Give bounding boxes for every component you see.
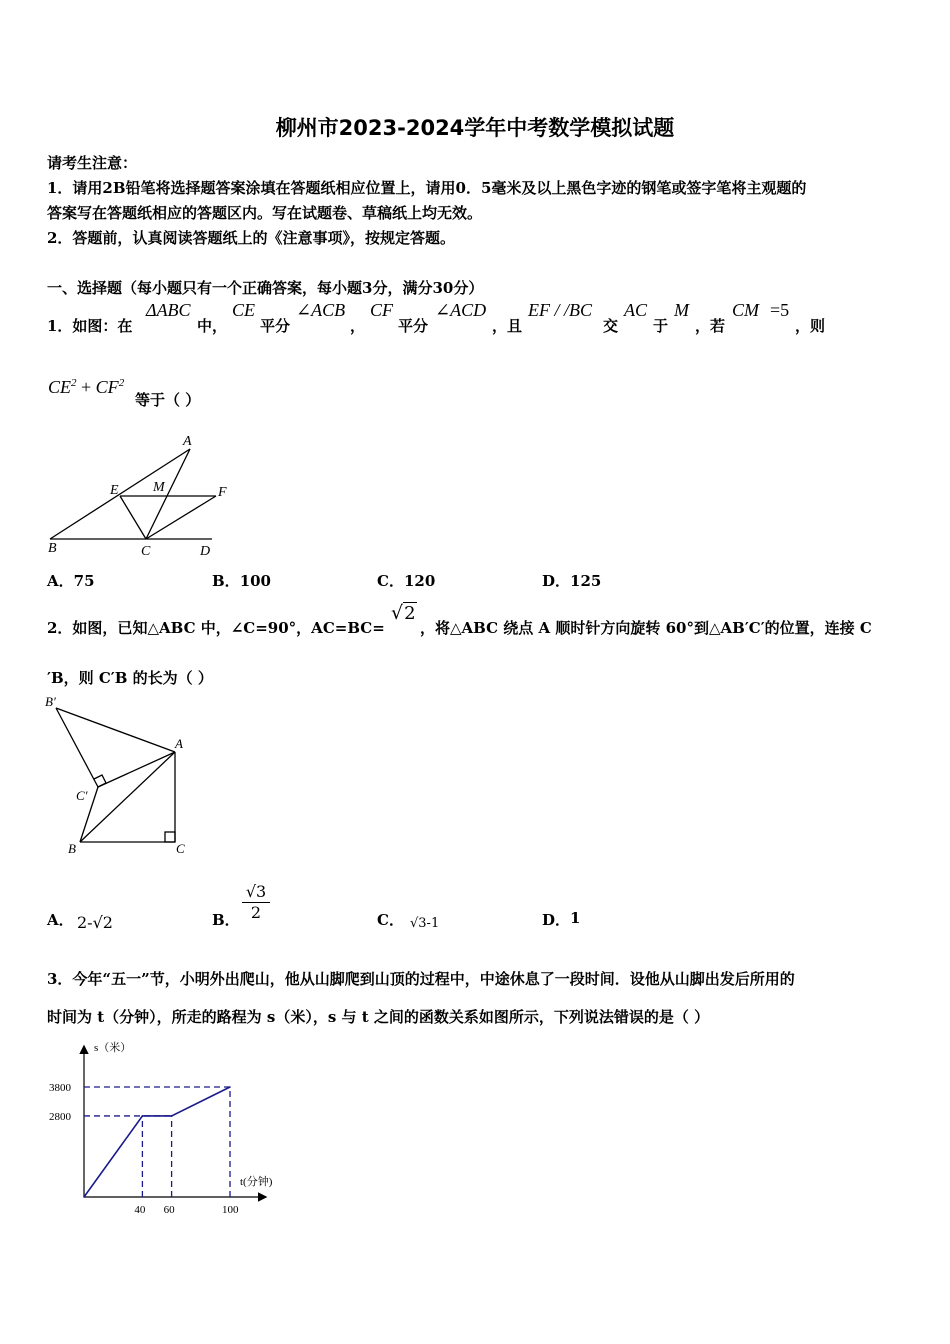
q1-number: 1．如图：在 bbox=[47, 317, 133, 335]
q1-label-e: E bbox=[110, 483, 119, 498]
q1-math-ef-bc: EF / /BC bbox=[528, 300, 592, 320]
q2-option-b-numerator: √3 bbox=[242, 882, 270, 903]
q2-option-b-denominator: 2 bbox=[250, 903, 262, 922]
q1-option-d[interactable] bbox=[542, 570, 601, 591]
q1-text-6: 交 bbox=[603, 317, 619, 335]
q1-text-4: 平分 bbox=[398, 317, 429, 335]
q1-text-3: ， bbox=[350, 317, 366, 335]
q1-expr-ce-exp: 2 bbox=[71, 377, 77, 389]
q3-y-label: s（米） bbox=[94, 1042, 132, 1054]
q1-label-b: B bbox=[48, 541, 57, 556]
q1-expr-cf: CF bbox=[95, 377, 119, 397]
q2-option-c-label[interactable]: C． bbox=[377, 911, 404, 929]
q2-line-1b: ，将△ABC 绕点 A 顺时针方向旋转 60°到△AB′C′的位置，连接 C bbox=[420, 619, 872, 637]
notice-line-2: 答案写在答题纸相应的答题区内。写在试题卷、草稿纸上均无效。 bbox=[47, 204, 483, 222]
q1-text-7: 于 bbox=[653, 317, 669, 335]
q3-guides bbox=[83, 1086, 231, 1198]
q1-expr-cf-exp: 2 bbox=[118, 377, 125, 389]
q1-option-c[interactable] bbox=[377, 570, 435, 591]
q1-line-ec bbox=[120, 496, 146, 539]
q2-option-c-value: √3-1 bbox=[410, 916, 440, 931]
q1-text-5: ，且 bbox=[492, 317, 523, 335]
q1-option-c-label: C． bbox=[377, 572, 404, 590]
q1-text-8: ，若 bbox=[695, 317, 726, 335]
page-title: 柳州市2023-2024学年中考数学模拟试题 bbox=[275, 116, 675, 140]
q2-label-a: A bbox=[175, 736, 183, 751]
q3-series-line bbox=[84, 1087, 230, 1197]
q1-label-d: D bbox=[200, 544, 211, 559]
q1-math-cm: CM bbox=[732, 300, 759, 320]
q1-text-2: 平分 bbox=[260, 317, 291, 335]
q2-label-c: C bbox=[176, 841, 185, 856]
q1-label-m: M bbox=[153, 480, 165, 495]
q1-text-1: 中， bbox=[197, 317, 228, 335]
q1-math-m: M bbox=[674, 300, 689, 320]
q1-math-angle-acb: ∠ACB bbox=[296, 300, 346, 320]
q2-option-d-value: 1 bbox=[570, 909, 581, 927]
q3-xtick-40: 40 bbox=[134, 1204, 146, 1216]
q2-line-2: ′B，则 C′B 的长为（ ） bbox=[47, 669, 213, 687]
q1-text-9: ，则 bbox=[795, 317, 826, 335]
q1-expr-ce: CE bbox=[48, 377, 72, 397]
q2-sqrt-value: 2 bbox=[404, 603, 416, 624]
q2-option-d-label[interactable]: D． bbox=[542, 911, 571, 929]
q2-line-cpa bbox=[98, 752, 175, 787]
q2-label-cp: C′ bbox=[76, 788, 88, 803]
q3-ytick-2800: 2800 bbox=[49, 1110, 71, 1123]
q1-option-a[interactable] bbox=[47, 570, 95, 591]
q2-option-a-label[interactable]: A． bbox=[47, 911, 74, 929]
q1-expression bbox=[48, 377, 124, 398]
q3-chart bbox=[40, 1035, 300, 1225]
q1-math-triangle: ΔABC bbox=[146, 300, 191, 320]
q1-option-c-value: 120 bbox=[403, 572, 436, 590]
q2-label-b: B bbox=[68, 841, 76, 856]
q2-figure bbox=[40, 690, 200, 860]
section-heading: 一、选择题（每小题只有一个正确答案，每小题3分，满分30分） bbox=[47, 279, 484, 297]
notice-heading: 请考生注意： bbox=[47, 154, 138, 172]
notice-line-3: 2．答题前，认真阅读答题纸上的《注意事项》，按规定答题。 bbox=[47, 229, 455, 247]
q1-option-b-label: B． bbox=[212, 572, 240, 590]
q1-math-angle-acd: ∠ACD bbox=[435, 300, 487, 320]
q1-option-b-value: 100 bbox=[239, 572, 271, 590]
q3-xtick-60: 60 bbox=[163, 1204, 175, 1216]
q2-line-bpcp bbox=[56, 708, 98, 787]
q2-right-angle-cp bbox=[94, 775, 106, 787]
q1-math-cf: CF bbox=[370, 300, 394, 320]
notice-line-1: 1．请用2B铅笔将选择题答案涂填在答题纸相应位置上，请用0．5毫米及以上黑色字迹的钢笔或签字笔将主观题的 bbox=[47, 179, 807, 197]
q2-right-angle-c bbox=[165, 832, 175, 842]
q3-xtick-100: 100 bbox=[222, 1204, 239, 1216]
q1-math-cm-value: =5 bbox=[770, 300, 790, 320]
q1-math-ac: AC bbox=[624, 300, 648, 320]
q3-x-label: t(分钟) bbox=[240, 1176, 273, 1188]
q1-math-ce: CE bbox=[232, 300, 256, 320]
q1-label-f: F bbox=[218, 485, 227, 500]
q2-sqrt: √2 bbox=[391, 602, 416, 624]
q1-expr-plus: + bbox=[76, 377, 96, 397]
q1-option-a-label: A． bbox=[47, 572, 74, 590]
q1-label-c: C bbox=[141, 544, 151, 559]
q3-line-1: 3．今年“五一”节，小明外出爬山，他从山脚爬到山顶的过程中，中途休息了一段时间．设他从山脚出发后所用的 bbox=[47, 970, 795, 988]
q2-label-bp: B′ bbox=[45, 694, 56, 709]
q1-option-a-value: 75 bbox=[73, 572, 95, 590]
q2-option-a-value: 2-√2 bbox=[77, 913, 113, 932]
q1-option-d-label: D． bbox=[542, 572, 571, 590]
q3-ticks bbox=[49, 1082, 239, 1216]
q3-line-2: 时间为 t（分钟），所走的路程为 s（米），s 与 t 之间的函数关系如图所示，下列说法错误的是（ ） bbox=[47, 1008, 710, 1026]
q2-line-bpa bbox=[56, 708, 175, 752]
q3-ytick-3800: 3800 bbox=[49, 1082, 71, 1094]
q2-option-b-label[interactable]: B． bbox=[212, 911, 240, 929]
q2-line-1: 2．如图，已知△ABC 中，∠C=90°，AC=BC= bbox=[47, 619, 385, 637]
q1-option-b[interactable] bbox=[212, 570, 271, 591]
q1-label-a: A bbox=[183, 434, 192, 449]
q1-figure bbox=[40, 430, 240, 562]
q2-option-b-fraction bbox=[242, 882, 270, 922]
q1-option-d-value: 125 bbox=[570, 572, 602, 590]
q1-tail: 等于（ ） bbox=[135, 391, 201, 409]
